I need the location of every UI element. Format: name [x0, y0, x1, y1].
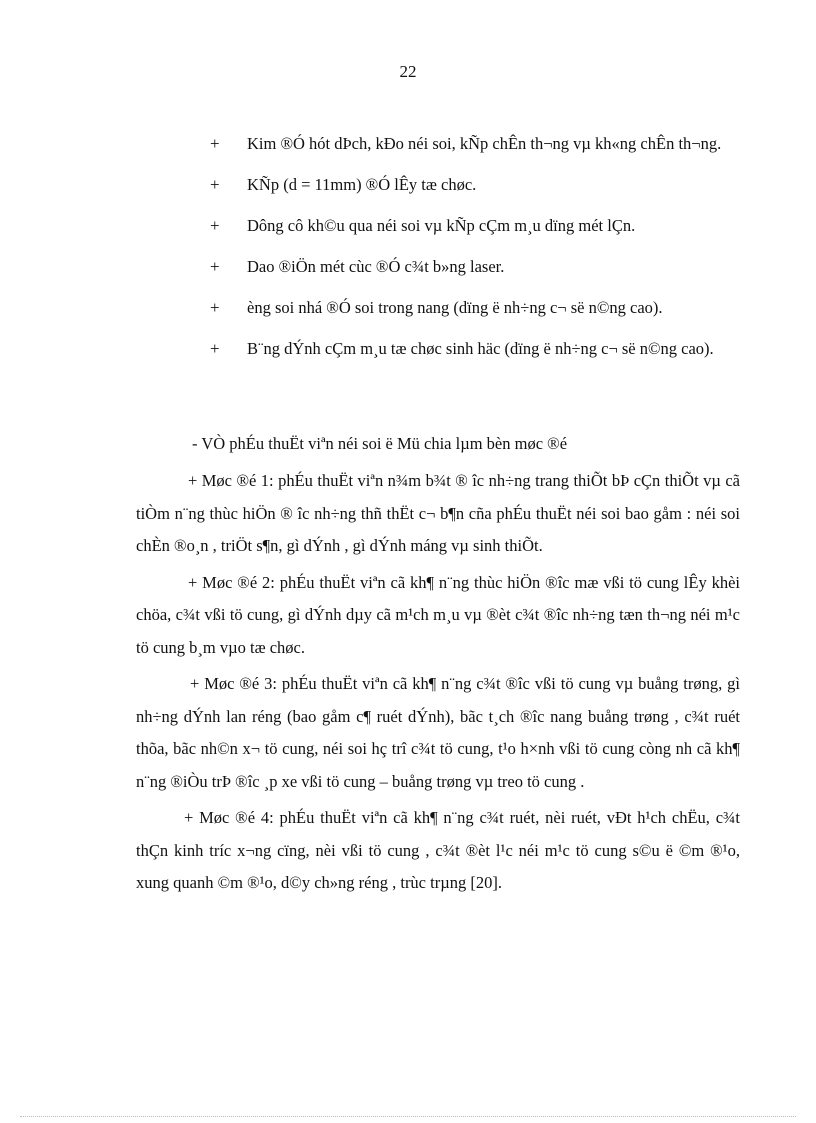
paragraph-level-3: + Møc ®é 3: phÉu thuËt viªn cã kh¶ n¨ng c¾t ®îc vßi tö cung vµ buång trøng, gì nh÷ng dÝnh lan réng (bao gåm c¶ ruét dÝnh), bãc t¸ch ®îc nang buång trøng , c¾t ruét thõa, bãc nh©n x¬ tö cung, néi soi hç trî c¾t tö cung, t¹o h×nh vßi tö cung còng nh cã kh¶ n¨ng ®iÒu trÞ ®îc ¸p xe vßi tö cung – buång trøng vµ treo tö cung .	[136, 674, 740, 791]
paragraph-level-2: + Møc ®é 2: phÉu thuËt viªn cã kh¶ n¨ng thùc hiÖn ®îc mæ vßi tö cung lÊy khèi chöa, c¾t vßi tö cung, gì dÝnh dµy cã m¹ch m¸u vµ ®èt c¾t ®îc nh÷ng tæn th¬ng néi m¹c tö cung b¸m vµo tæ chøc.	[136, 572, 740, 657]
list-item-text: B¨ng dÝnh cÇm m¸u tæ chøc sinh häc (dïng ë nh÷ng c¬ së n©ng cao).	[247, 339, 714, 358]
list-item	[0, 169, 816, 201]
list-item	[0, 210, 816, 242]
equipment-list	[0, 128, 816, 374]
paragraph-level-4: + Møc ®é 4: phÉu thuËt viªn cã kh¶ n¨ng c¾t ruét, nèi ruét, vÐt h¹ch chËu, c¾t thÇn kinh tríc x¬ng cïng, nèi vßi tö cung , c¾t ®èt l¹c néi m¹c tö cung s©u ë ©m ®¹o, xung quanh ©m ®¹o, d©y ch»ng réng , trùc trµng [20].	[136, 808, 740, 892]
page-number: 22	[399, 62, 417, 81]
list-item	[0, 251, 816, 283]
bullet-marker: +	[210, 175, 220, 194]
paragraph-level-1: + Møc ®é 1: phÉu thuËt viªn n¾m b¾t ® îc nh÷ng trang thiÕt bÞ cÇn thiÕt vµ cã tiÒm n¨ng thùc hiÖn ® îc nh÷ng thñ thËt c¬ b¶n cña phÉu thuËt néi soi bao gåm : néi soi chÈn ®o¸n , triÖt s¶n, gì dÝnh , gì dÝnh máng vµ sinh thiÕt.	[136, 471, 740, 555]
list-item	[0, 128, 816, 160]
list-item-text: Dao ®iÖn mét cùc ®Ó c¾t b»ng laser.	[247, 257, 505, 276]
bullet-marker: +	[210, 257, 220, 276]
page-bottom-rule	[20, 1116, 796, 1117]
bullet-marker: +	[210, 339, 220, 358]
bullet-marker: +	[210, 134, 220, 153]
list-item	[0, 292, 816, 324]
list-item	[0, 333, 816, 365]
list-item-text: KÑp (d = 11mm) ®Ó lÊy tæ chøc.	[247, 175, 477, 194]
bullet-marker: +	[210, 298, 220, 317]
section-subheading: - VÒ phÉu thuËt viªn néi soi ë Mü chia lµm bèn møc ®é	[192, 434, 568, 453]
bullet-marker: +	[210, 216, 220, 235]
body-text	[136, 465, 740, 904]
list-item-text: Kim ®Ó hót dÞch, kÐo néi soi, kÑp chÊn th¬ng vµ kh«ng chÊn th¬ng.	[247, 134, 722, 153]
list-item-text: Dông cô kh©u qua néi soi vµ kÑp cÇm m¸u dïng mét lÇn.	[247, 216, 636, 235]
list-item-text: èng soi nhá ®Ó soi trong nang (dïng ë nh÷ng c¬ së n©ng cao).	[247, 298, 663, 317]
